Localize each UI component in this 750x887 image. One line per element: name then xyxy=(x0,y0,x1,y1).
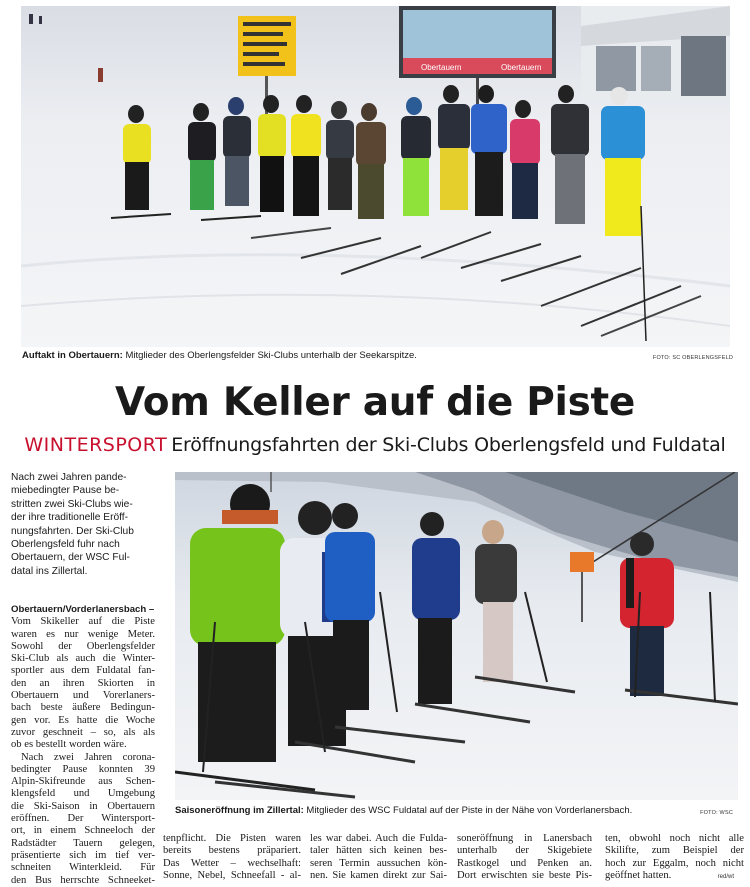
lead-paragraph xyxy=(11,471,161,578)
body-line: sportler aus dem Fuldatal fan- xyxy=(11,665,155,677)
lead-line: Oberlengsfeld fuhr nach xyxy=(11,539,120,551)
body-line: Vom Skikeller auf die Piste xyxy=(11,616,155,628)
body-line: Sowohl der Oberlengsfelder xyxy=(11,640,155,652)
body-line: nen. Sie kamen direkt zur Sai- xyxy=(310,869,447,881)
body-line: Rastkogel und Penken an. xyxy=(457,857,592,869)
body-line: tenpflicht. Die Pisten waren xyxy=(163,833,301,844)
body-line: den an ihren Skiorten in xyxy=(11,677,155,689)
bottom-caption-text: Mitglieder des WSC Fuldatal auf der Piste in der Nähe von Vorderlanersbach. xyxy=(303,805,633,816)
billboard-text-2: Obertauern xyxy=(501,63,542,72)
lead-line: der ihre traditionelle Eröff- xyxy=(11,512,129,524)
body-column-1 xyxy=(11,604,155,887)
body-line: klengsfeld und Umgebung xyxy=(11,788,155,800)
body-line: ort, in einem Schneeloch der xyxy=(11,825,155,837)
body-line: unterhalb der Skigebiete xyxy=(457,845,592,857)
body-line: gen vor. Es hatte die Woche xyxy=(11,714,155,726)
body-line: die Ski-Saison in Obertauern xyxy=(11,800,155,812)
body-line: bedingter Pause konnten 39 xyxy=(11,763,155,775)
body-line: präsentierte sich im tief ver- xyxy=(11,849,155,861)
body-column-4 xyxy=(457,833,592,882)
lead-line: nungsfahrten. Der Ski-Club xyxy=(11,525,134,537)
billboard-text: Obertauern xyxy=(421,63,462,72)
top-caption-text: Mitglieder des Oberlengsfelder Ski-Clubs unterhalb der Seekarspitze. xyxy=(122,350,417,361)
lead-line: datal ins Zillertal. xyxy=(11,565,88,577)
subline-text: Eröffnungsfahrten der Ski-Clubs Oberlengsfeld und Fuldatal xyxy=(171,434,726,456)
lead-line: Obertauern, der WSC Ful- xyxy=(11,552,130,564)
body-line: geöffnet hatten. xyxy=(605,869,672,881)
body-line: zuvor geschneit – so, als als xyxy=(11,726,155,738)
top-photo-caption xyxy=(22,350,417,362)
body-line: Radstädter Tauern gelegen, xyxy=(11,837,155,849)
body-line: eröffnen. Der Wintersport- xyxy=(11,813,155,825)
body-line: Das Wetter – wechselhaft: xyxy=(163,857,301,869)
body-column-2 xyxy=(163,833,301,882)
lead-line: miebedingter Pause be- xyxy=(11,485,120,497)
top-caption-bold: Auftakt in Obertauern: xyxy=(22,350,123,361)
body-line: Ski-Club als auch die Winter- xyxy=(11,653,155,665)
dateline: Obertauern/Vorderlanersbach – xyxy=(11,604,155,615)
body-column-3 xyxy=(310,833,447,882)
body-line: Dort erwischten sie beste Pis- xyxy=(457,869,592,881)
body-line: soneröffnung in Lanersbach xyxy=(457,833,592,844)
body-line: seren Termin aussuchen kön- xyxy=(310,857,447,869)
lead-line: Nach zwei Jahren pande- xyxy=(11,472,127,483)
body-line: taler hätten sich keinen bes- xyxy=(310,845,447,857)
bottom-caption-bold: Saisoneröffnung im Zillertal: xyxy=(175,805,304,816)
body-line: Alpin-Skifreunde aus Schen- xyxy=(11,776,155,788)
body-line: Obertauern und Vorerlaners- xyxy=(11,690,155,702)
body-line: bach beste äußere Bedingun- xyxy=(11,702,155,714)
body-line: Sonne, Nebel, Schneefall - al- xyxy=(163,869,301,881)
body-line: waren es nur wenige Meter. xyxy=(11,628,155,640)
body-line: Skilifte, zum Beispiel der xyxy=(605,845,744,857)
body-line: den Bus herrschte Schneeket- xyxy=(11,874,155,886)
body-line: schneiten Winterkleid. Für xyxy=(11,862,155,874)
body-line: ob es bestellt worden wäre. xyxy=(11,739,127,751)
kicker: WINTERSPORT xyxy=(24,434,168,456)
subline xyxy=(0,432,750,458)
body-line: Nach zwei Jahren corona- xyxy=(21,751,155,763)
lead-line: stritten zwei Ski-Clubs wie- xyxy=(11,498,133,510)
bottom-photo-credit: FOTO: WSC xyxy=(700,810,733,816)
bottom-photo-caption xyxy=(175,805,632,817)
author-signature: red/wt xyxy=(717,874,734,880)
headline: Vom Keller auf die Piste xyxy=(114,380,636,425)
body-line: les war dabei. Auch die Fulda- xyxy=(310,833,447,844)
top-photo-credit: FOTO: SC OBERLENGSFELD xyxy=(652,355,733,361)
body-line: bereits bestens präpariert. xyxy=(163,845,301,857)
body-line: hoch zur Eggalm, noch nicht xyxy=(605,857,744,869)
body-line: ten, obwohl noch nicht alle xyxy=(605,833,744,844)
photo-obertauern xyxy=(21,6,730,347)
photo-zillertal xyxy=(175,472,738,800)
